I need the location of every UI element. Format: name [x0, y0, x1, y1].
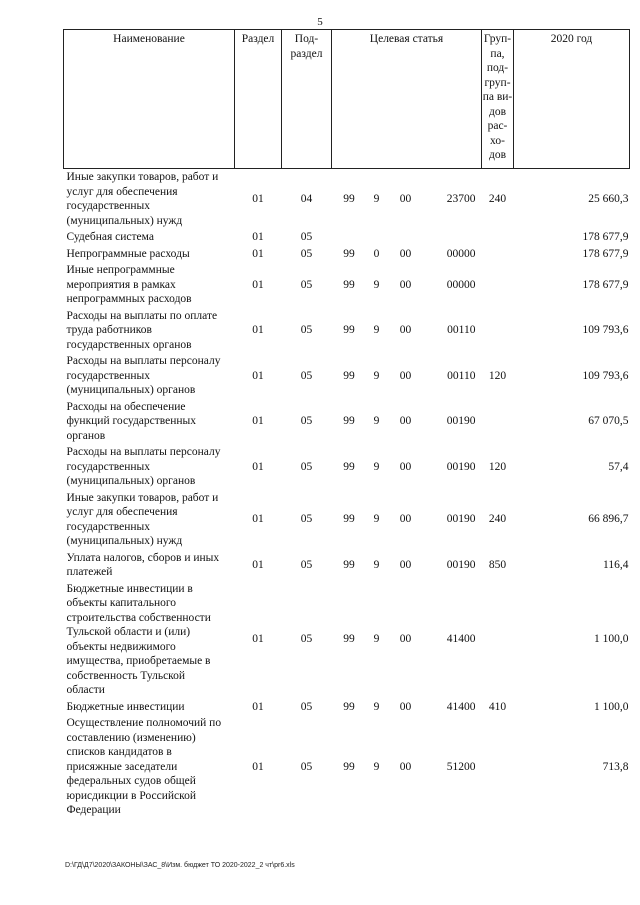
row-podrazdel: 05 — [300, 558, 313, 571]
row-name-line: услуг для обеспечения — [66, 185, 178, 198]
row-target-2: 9 — [373, 415, 380, 427]
row-podrazdel: 05 — [300, 247, 313, 260]
row-name — [64, 169, 235, 230]
row-name-line: государственных органов — [66, 338, 192, 351]
row-target-1: 99 — [343, 324, 355, 336]
header-razdel: Раздел — [235, 30, 282, 169]
table-row — [64, 353, 630, 399]
row-name-line: объекты недвижимого — [66, 640, 176, 653]
row-target-3: 00 — [399, 278, 412, 291]
row-target-3: 00 — [399, 700, 412, 713]
row-target-4: 23700 — [446, 192, 476, 205]
row-name-line: Иные закупки товаров, работ и — [66, 491, 219, 504]
row-podrazdel: 05 — [300, 633, 313, 646]
row-target-2 — [367, 229, 387, 246]
row-name — [64, 444, 235, 490]
table-row — [64, 169, 630, 230]
row-target-1: 99 — [343, 760, 355, 773]
row-podrazdel: 05 — [300, 700, 313, 713]
row-razdel: 01 — [252, 513, 264, 526]
header-group-line: па ви- — [482, 91, 513, 103]
row-name — [64, 399, 235, 445]
file-path-footer: D:\ГД\Д7\2020\ЗАКОНЫ\ЗАС_8\Изм. бюджет ТО 2020-2022_2 чт\pr6.xls — [65, 862, 295, 869]
table-row — [64, 699, 630, 716]
row-target-2: 9 — [373, 760, 380, 773]
row-name-line: Расходы на выплаты персоналу — [66, 446, 221, 458]
row-sum-2020: 1 100,0 — [594, 633, 629, 646]
row-name-line: Осуществление полномочий по — [66, 717, 222, 729]
row-target-1: 99 — [343, 247, 355, 260]
row-podrazdel: 05 — [300, 760, 313, 773]
row-name-line: труда работников — [66, 324, 152, 336]
row-name — [64, 550, 235, 581]
header-group-line: дов — [488, 149, 507, 161]
row-target-1: 99 — [343, 558, 355, 571]
header-group-line: Груп- — [483, 33, 512, 45]
header-group-line: дов — [488, 105, 507, 118]
table-row — [64, 229, 630, 246]
row-name-line: (муниципальных) нужд — [66, 214, 183, 227]
header-name: Наименование — [64, 30, 235, 169]
row-target-4 — [425, 229, 482, 246]
row-name-line: федеральных судов общей — [66, 775, 196, 787]
row-name-line: государственных — [66, 460, 151, 473]
row-group: 240 — [488, 513, 507, 526]
row-target-2: 9 — [373, 558, 380, 571]
row-podrazdel: 04 — [300, 192, 313, 205]
row-target-2: 9 — [373, 513, 380, 526]
row-podrazdel: 05 — [300, 460, 313, 473]
row-group — [482, 308, 514, 354]
row-razdel: 01 — [252, 700, 264, 713]
table-row — [64, 262, 630, 308]
row-name — [64, 246, 235, 263]
row-name-line: Судебная система — [66, 231, 154, 243]
row-sum-2020: 25 660,3 — [588, 192, 629, 205]
row-target-4: 51200 — [446, 760, 476, 773]
row-group: 120 — [488, 369, 507, 382]
row-target-3: 00 — [399, 247, 412, 260]
row-target-1: 99 — [343, 460, 355, 473]
row-group: 120 — [488, 460, 507, 473]
page-number: 5 — [317, 16, 323, 28]
row-sum-2020: 57,4 — [608, 460, 629, 473]
row-target-2: 9 — [373, 324, 380, 336]
row-name-line: государственных — [66, 369, 151, 382]
row-target-2: 9 — [373, 369, 380, 382]
row-name-line: государственных — [66, 520, 151, 533]
row-sum-2020: 66 896,7 — [588, 513, 629, 526]
header-group-line: груп- — [484, 76, 511, 89]
row-target-3: 00 — [399, 415, 412, 427]
row-name-line: мероприятия в рамках — [66, 278, 176, 291]
table-row — [64, 550, 630, 581]
row-name-line: строительства собственности — [66, 611, 211, 624]
row-name-line: имущества, приобретаемые в — [66, 655, 211, 667]
row-target-4: 00190 — [446, 460, 476, 473]
row-target-4: 00110 — [447, 369, 476, 382]
row-razdel: 01 — [252, 760, 264, 773]
row-group — [482, 581, 514, 699]
header-year: 2020 год — [514, 30, 630, 169]
row-name — [64, 262, 235, 308]
row-name-line: платежей — [66, 566, 113, 578]
row-target-3: 00 — [399, 558, 412, 571]
table-row — [64, 715, 630, 819]
row-target-4: 00190 — [446, 558, 476, 571]
row-name-line: услуг для обеспечения — [66, 506, 178, 518]
row-razdel: 01 — [252, 633, 264, 646]
row-name-line: (муниципальных) органов — [66, 384, 196, 396]
row-razdel: 01 — [252, 415, 264, 427]
row-razdel: 01 — [252, 247, 264, 260]
row-target-2: 9 — [373, 633, 380, 646]
row-name-line: государственных — [66, 200, 151, 212]
row-target-4: 00000 — [446, 278, 476, 291]
header-podrazdel — [282, 30, 332, 169]
row-sum-2020: 116,4 — [603, 558, 629, 571]
row-sum-2020: 178 677,9 — [582, 247, 629, 260]
row-group — [482, 715, 514, 819]
row-target-2: 0 — [373, 247, 380, 260]
row-sum-2020: 1 100,0 — [594, 700, 629, 713]
row-podrazdel: 05 — [300, 415, 313, 427]
header-target: Целевая статья — [332, 30, 482, 169]
table-body — [64, 169, 630, 819]
row-target-1: 99 — [343, 700, 355, 713]
row-podrazdel: 05 — [300, 278, 313, 291]
row-podrazdel: 05 — [300, 324, 313, 336]
row-group — [482, 399, 514, 445]
row-name-line: Бюджетные инвестиции — [66, 700, 185, 713]
row-razdel: 01 — [252, 192, 264, 205]
row-target-2: 9 — [373, 278, 380, 291]
row-name-line: Непрограммные расходы — [66, 247, 190, 260]
row-name-line: юрисдикции в Российской — [66, 789, 197, 802]
row-razdel: 01 — [252, 231, 264, 243]
header-group-line: под- — [486, 62, 509, 74]
row-name-line: Уплата налогов, сборов и иных — [66, 551, 220, 564]
header-group-line: па, — [490, 47, 505, 60]
row-group: 850 — [488, 558, 507, 571]
row-group — [482, 229, 514, 246]
row-name-line: (муниципальных) органов — [66, 475, 196, 487]
row-name-line: Расходы на выплаты по оплате — [66, 309, 218, 322]
row-name — [64, 229, 235, 246]
row-group: 410 — [488, 700, 507, 713]
row-name-line: Федерации — [66, 804, 121, 816]
row-target-3: 00 — [399, 633, 412, 646]
row-name-line: органов — [66, 429, 106, 442]
header-podrazdel-line: раздел — [290, 47, 323, 60]
row-name-line: (муниципальных) нужд — [66, 535, 183, 547]
row-group — [482, 262, 514, 308]
row-sum-2020: 67 070,5 — [588, 415, 629, 427]
table-header-row — [64, 30, 630, 169]
row-name — [64, 490, 235, 550]
row-name-line: области — [66, 684, 105, 696]
header-group — [482, 30, 514, 169]
row-name-line: Бюджетные инвестиции в — [66, 582, 193, 595]
row-name-line: Иные закупки товаров, работ и — [66, 171, 219, 183]
row-name-line: составлению (изменению) — [66, 731, 196, 744]
row-name-line: присяжные заседатели — [66, 760, 178, 773]
table-row — [64, 581, 630, 699]
row-target-4: 00190 — [446, 513, 476, 526]
row-target-1: 99 — [343, 278, 355, 291]
row-name — [64, 308, 235, 354]
row-target-1: 99 — [343, 192, 355, 205]
row-name-line: собственность Тульской — [66, 669, 186, 682]
row-razdel: 01 — [252, 558, 264, 571]
row-razdel: 01 — [252, 369, 264, 382]
row-target-1: 99 — [343, 369, 355, 382]
row-name — [64, 715, 235, 819]
row-target-3: 00 — [399, 460, 412, 473]
table-row — [64, 444, 630, 490]
row-name-line: Расходы на выплаты персоналу — [66, 355, 221, 367]
header-podrazdel-line: Под- — [294, 33, 319, 45]
row-target-3: 00 — [399, 369, 412, 382]
row-razdel: 01 — [252, 324, 264, 336]
row-target-1: 99 — [343, 415, 355, 427]
row-sum-2020: 178 677,9 — [582, 231, 629, 243]
row-name-line: объекты капитального — [66, 597, 177, 609]
row-sum-2020: 109 793,6 — [582, 369, 629, 382]
header-group-line: хо- — [490, 134, 505, 147]
row-sum-2020: 178 677,9 — [582, 278, 629, 291]
table-row — [64, 308, 630, 354]
row-target-3: 00 — [399, 760, 412, 773]
row-name — [64, 581, 235, 699]
row-name-line: Тульской области и (или) — [66, 626, 191, 638]
row-name-line: непрограммных расходов — [66, 293, 192, 305]
row-target-2: 9 — [373, 460, 380, 473]
row-name-line: списков кандидатов в — [66, 746, 172, 758]
row-name-line: Иные непрограммные — [66, 264, 175, 276]
row-target-1: 99 — [343, 513, 355, 526]
row-target-3 — [387, 229, 425, 246]
table-row — [64, 399, 630, 445]
row-target-3: 00 — [399, 324, 412, 336]
table-row — [64, 246, 630, 263]
row-group — [482, 246, 514, 263]
row-target-4: 00190 — [446, 415, 476, 427]
row-target-4: 00000 — [446, 247, 476, 260]
row-target-1 — [332, 229, 367, 246]
row-razdel: 01 — [252, 278, 264, 291]
row-razdel: 01 — [252, 460, 264, 473]
table-row — [64, 490, 630, 550]
budget-table — [63, 29, 630, 819]
row-name-line: Расходы на обеспечение — [66, 400, 186, 413]
row-podrazdel: 05 — [300, 513, 313, 526]
row-sum-2020: 109 793,6 — [582, 324, 629, 336]
row-name — [64, 353, 235, 399]
row-target-4: 00110 — [447, 324, 476, 336]
row-sum-2020: 713,8 — [602, 760, 629, 773]
row-target-4: 41400 — [446, 633, 476, 646]
row-target-3: 00 — [399, 513, 412, 526]
row-target-1: 99 — [343, 633, 355, 646]
header-group-line: рас- — [487, 120, 508, 132]
row-name — [64, 699, 235, 716]
row-podrazdel: 05 — [300, 231, 313, 243]
row-target-2: 9 — [373, 700, 380, 713]
row-target-4: 41400 — [446, 700, 476, 713]
row-target-3: 00 — [399, 192, 412, 205]
row-group: 240 — [488, 192, 507, 205]
row-target-2: 9 — [373, 192, 380, 205]
row-podrazdel: 05 — [300, 369, 313, 382]
row-name-line: функций государственных — [66, 415, 197, 427]
